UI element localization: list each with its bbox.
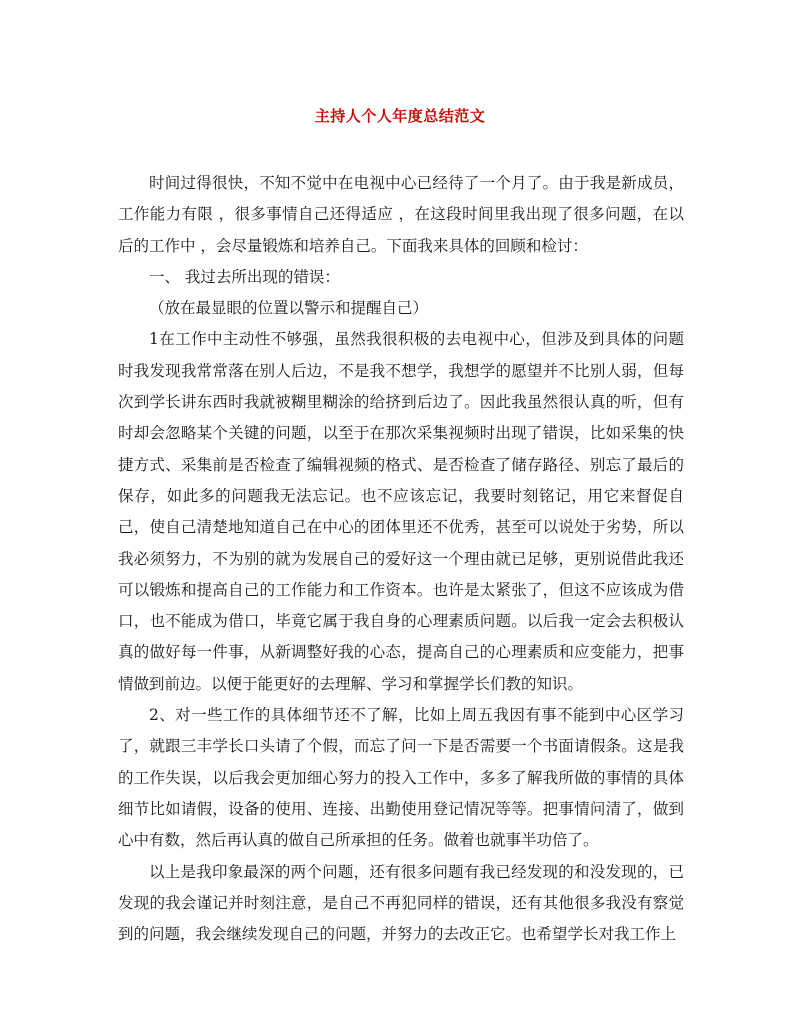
section-heading: 一、 我过去所出现的错误： xyxy=(149,267,340,286)
mistake-2-paragraph: 2、对一些工作的具体细节还不了解，比如上周五我因有事不能到中心区学习了，就跟三丰学长口头请了个假，而忘了问一下是否需要一个书面请假条。这是我的工作失误，以后我会更加细心努力的投入工作中，多多了解我所做的事情的具体细节比如请假，设备的使用、连接、出勤使用登记情况等等。把事情问清了，做到心中有数，然后再认真的做自己所承担的任务。做着也就事半功倍了。 xyxy=(118,706,684,850)
mistake-1-paragraph: 1在工作中主动性不够强，虽然我很积极的去电视中心，但涉及到具体的问题时我发现我常常落在别人后边，不是我不想学，我想学的愿望并不比别人弱，但每次到学长讲东西时我就被糊里糊涂的给挤到后边了。因此我虽然很认真的听，但有时却会忽略某个关键的问题，以至于在那次采集视频时出现了错误，比如采集的快捷方式、采集前是否检查了编辑视频的格式、是否检查了储存路径、别忘了最后的保存，如此多的问题我无法忘记。也不应该忘记，我要时刻铭记，用它来督促自己，使自己清楚地知道自己在中心的团体里还不优秀，甚至可以说处于劣势，所以我必须努力，不为别的就为发展自己的爱好这一个理由就已足够，更别说借此我还可以锻炼和提高自己的工作能力和工作资本。也许是太紧张了，但这不应该成为借口，也不能成为借口，毕竟它属于我自身的心理素质问题。以后我一定会去积极认真的做好每一件事，从新调整好我的心态，提高自己的心理素质和应变能力，把事情做到前边。以便于能更好的去理解、学习和掌握学长们教的知识。 xyxy=(118,330,684,693)
document-body xyxy=(118,168,684,950)
intro-paragraph: 时间过得很快，不知不觉中在电视中心已经待了一个月了。由于我是新成员，工作能力有限 ，很多事情自己还得适应 ，在这段时间里我出现了很多问题，在以后的工作中 ，会尽量锻炼和培养自己。下面我来具体的回顾和检讨： xyxy=(118,174,684,255)
section-note: （放在最显眼的位置以警示和提醒自己） xyxy=(149,299,429,318)
summary-paragraph: 以上是我印象最深的两个问题，还有很多问题有我已经发现的和没发现的，已发现的我会谨记并时刻注意，是自己不再犯同样的错误，还有其他很多我没有察觉到的问题，我会继续发现自己的问题，并努力的去改正它。也希望学长对我工作上 xyxy=(118,862,684,944)
document-title: 主持人个人年度总结范文 xyxy=(314,107,486,125)
